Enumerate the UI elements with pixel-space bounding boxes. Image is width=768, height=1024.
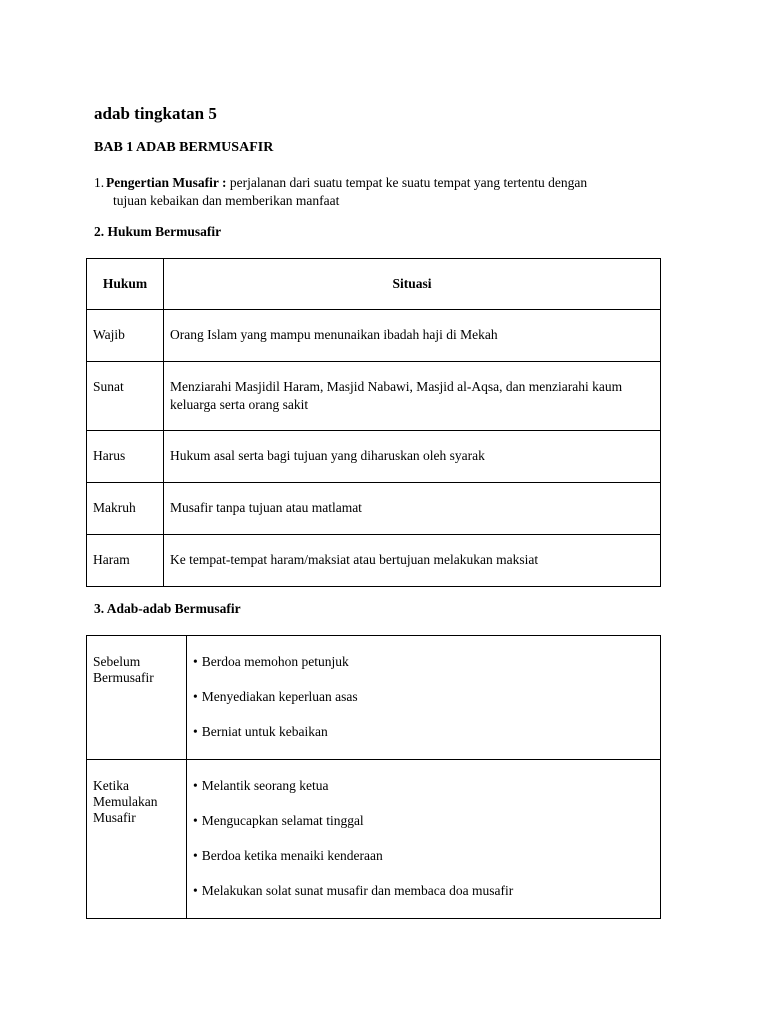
list-item-text: Melakukan solat sunat musafir dan membaca doa musafir (201, 883, 514, 898)
hukum-cell: Sunat (87, 362, 164, 431)
table-row (87, 483, 661, 535)
bullet-icon: • (193, 813, 198, 828)
situasi-cell: Hukum asal serta bagi tujuan yang diharuskan oleh syarak (164, 431, 661, 483)
table-row (87, 535, 661, 587)
table-row (87, 636, 661, 760)
list-item (193, 778, 654, 794)
definition-paragraph (94, 174, 674, 210)
situasi-cell: Ke tempat-tempat haram/maksiat atau bertujuan melakukan maksiat (164, 535, 661, 587)
chapter-title: BAB 1 ADAB BERMUSAFIR (94, 140, 274, 155)
definition-line-1 (94, 174, 674, 192)
hukum-cell: Harus (87, 431, 164, 483)
list-item (193, 654, 654, 670)
definition-text-1: perjalanan dari suatu tempat ke suatu tempat yang tertentu dengan (226, 175, 588, 190)
list-item-text: Menyediakan keperluan asas (201, 689, 358, 704)
definition-text-2: tujuan kebaikan dan memberikan manfaat (113, 193, 340, 208)
bullet-icon: • (193, 883, 198, 898)
phase-label: Sebelum Bermusafir (87, 636, 187, 760)
hukum-cell: Wajib (87, 310, 164, 362)
hukum-table (86, 258, 661, 587)
list-item (193, 883, 654, 899)
list-item-text: Berdoa ketika menaiki kenderaan (201, 848, 383, 863)
list-item (193, 724, 654, 740)
section-adab-title: 3. Adab-adab Bermusafir (94, 601, 241, 616)
list-item-text: Melantik seorang ketua (201, 778, 329, 793)
adab-table (86, 635, 661, 919)
table-row (87, 431, 661, 483)
hukum-cell: Haram (87, 535, 164, 587)
list-item-text: Berdoa memohon petunjuk (201, 654, 349, 669)
table-header-row (87, 259, 661, 310)
adab-list (187, 636, 661, 760)
situasi-cell: Orang Islam yang mampu menunaikan ibadah haji di Mekah (164, 310, 661, 362)
definition-number: 1. (94, 175, 105, 190)
list-item-text: Berniat untuk kebaikan (201, 724, 328, 739)
definition-term: Pengertian Musafir : (106, 175, 227, 190)
bullet-icon: • (193, 724, 198, 739)
header-hukum: Hukum (87, 259, 164, 310)
adab-list (187, 760, 661, 919)
situasi-cell: Menziarahi Masjidil Haram, Masjid Nabawi, Masjid al-Aqsa, dan menziarahi kaum keluarga serta orang sakit (164, 362, 661, 431)
bullet-icon: • (193, 778, 198, 793)
bullet-icon: • (193, 689, 198, 704)
list-item (193, 689, 654, 705)
situasi-cell: Musafir tanpa tujuan atau matlamat (164, 483, 661, 535)
bullet-icon: • (193, 654, 198, 669)
hukum-cell: Makruh (87, 483, 164, 535)
list-item-text: Mengucapkan selamat tinggal (201, 813, 364, 828)
table-row (87, 760, 661, 919)
document-title: adab tingkatan 5 (94, 104, 217, 123)
list-item (193, 813, 654, 829)
list-item (193, 848, 654, 864)
header-situasi: Situasi (164, 259, 661, 310)
section-hukum-title: 2. Hukum Bermusafir (94, 224, 222, 239)
phase-label: Ketika Memulakan Musafir (87, 760, 187, 919)
bullet-icon: • (193, 848, 198, 863)
table-row (87, 362, 661, 431)
table-row (87, 310, 661, 362)
